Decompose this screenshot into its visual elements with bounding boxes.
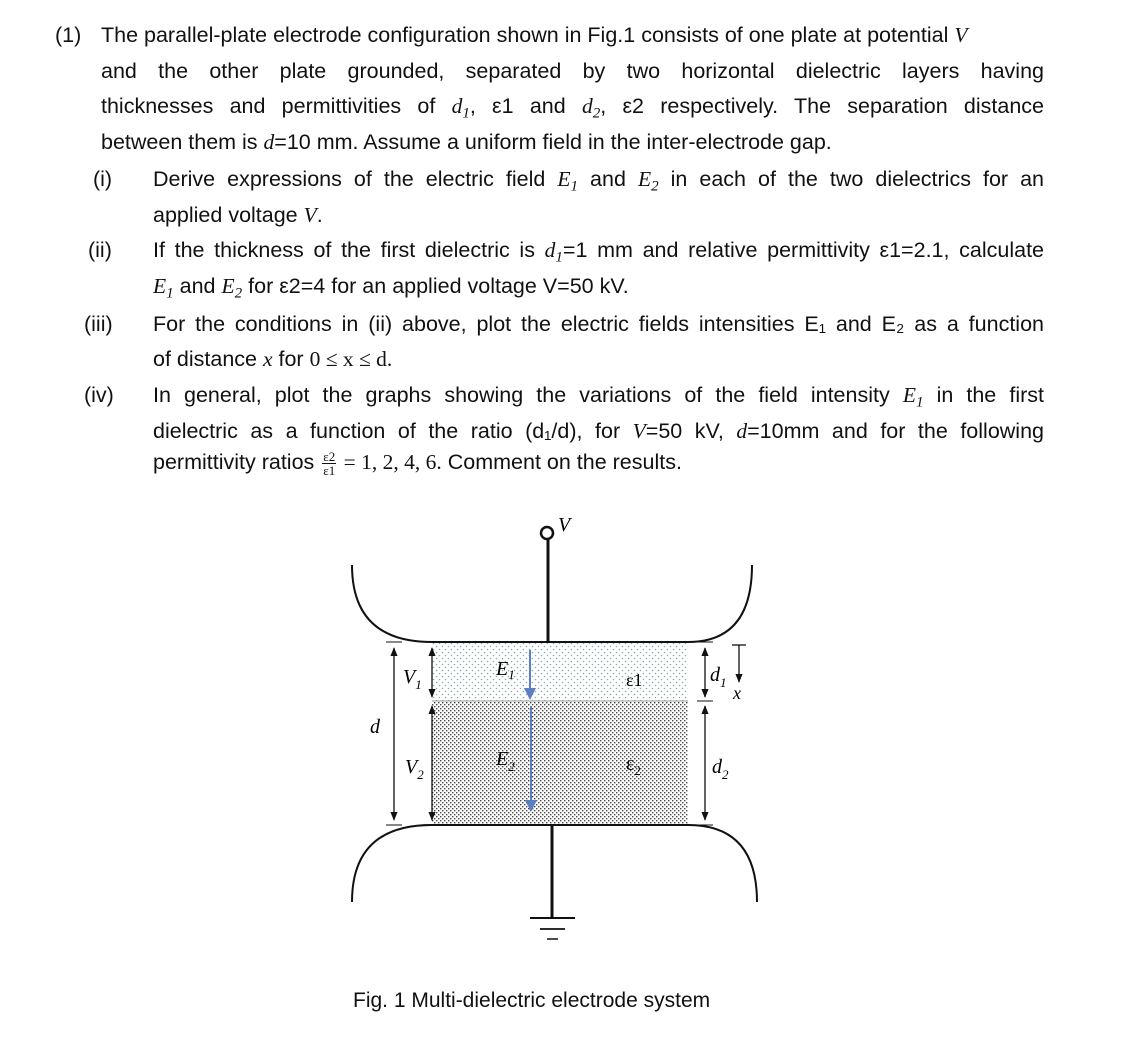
part-iv-label: (iv): [84, 383, 114, 407]
part-i-label: (i): [93, 167, 113, 191]
label-x: x: [733, 683, 741, 703]
part-i-line-1: Derive expressions of the electric field $E_1$ and $E_2$ in each of the two dielectrics for an: [153, 167, 1044, 195]
label-eps2: $\varepsilon_2$: [626, 753, 641, 778]
intro-line-1: The parallel-plate electrode configuration shown in Fig.1 consists of one plate at potential V: [101, 23, 968, 47]
intro-line-3: thicknesses and permittivities of $d_1$, ε1 and $d_2$, ε2 respectively. The separation distance: [101, 94, 1044, 122]
ground-icon: [530, 918, 575, 939]
part-iv-line-2: dielectric as a function of the ratio (d₁/d), for V=50 kV, d=10mm and for the following: [153, 419, 1044, 443]
permittivity-ratio-fraction: $\frac{\varepsilon 2}{\varepsilon 1}$: [323, 448, 336, 478]
label-V-terminal: V: [558, 514, 571, 536]
part-iii-line-2: of distance x for 0 ≤ x ≤ d.: [153, 347, 393, 371]
label-E1: $E_1$: [496, 658, 515, 682]
label-d1: $d_1$: [710, 664, 727, 690]
part-iii-line-1: For the conditions in (ii) above, plot the electric fields intensities E₁ and E₂ as a function: [153, 312, 1044, 336]
terminal-icon: [541, 527, 553, 539]
dielectric-layer-2: [432, 701, 688, 825]
label-d: d: [370, 716, 380, 738]
part-i-line-2: applied voltage V.: [153, 203, 323, 227]
part-ii-line-2: $E_1$ and $E_2$ for ε2=4 for an applied voltage V=50 kV.: [153, 274, 629, 302]
part-iii-label: (iii): [84, 312, 113, 336]
top-electrode: [352, 565, 752, 642]
part-iv-line-3: permittivity ratios $\frac{\varepsilon 2}{\varepsilon 1}$ = 1, 2, 4, 6. Comment on the results.: [153, 448, 682, 478]
label-V1: $V_1$: [403, 666, 422, 692]
label-eps1: ε1: [626, 670, 643, 690]
intro-line-2: and the other plate grounded, separated by two horizontal dielectric layers having: [101, 59, 1044, 83]
question-number: (1): [55, 23, 82, 47]
dielectric-layer-1: [432, 643, 688, 701]
figure-caption: Fig. 1 Multi-dielectric electrode system: [353, 989, 711, 1012]
label-d2: $d_2$: [712, 756, 729, 782]
part-ii-line-1: If the thickness of the first dielectric is $d_1=1$ mm and relative permittivity ε1=2.1, calculate: [153, 238, 1045, 266]
part-ii-label: (ii): [88, 238, 112, 262]
part-iv-line-1: In general, plot the graphs showing the variations of the field intensity $E_1$ in the first: [153, 383, 1044, 411]
intro-line-4: between them is d=10 mm. Assume a uniform field in the inter-electrode gap.: [101, 130, 832, 154]
label-V2: $V_2$: [405, 756, 424, 782]
bottom-electrode: [352, 825, 757, 902]
label-E2: $E_2$: [496, 748, 515, 774]
